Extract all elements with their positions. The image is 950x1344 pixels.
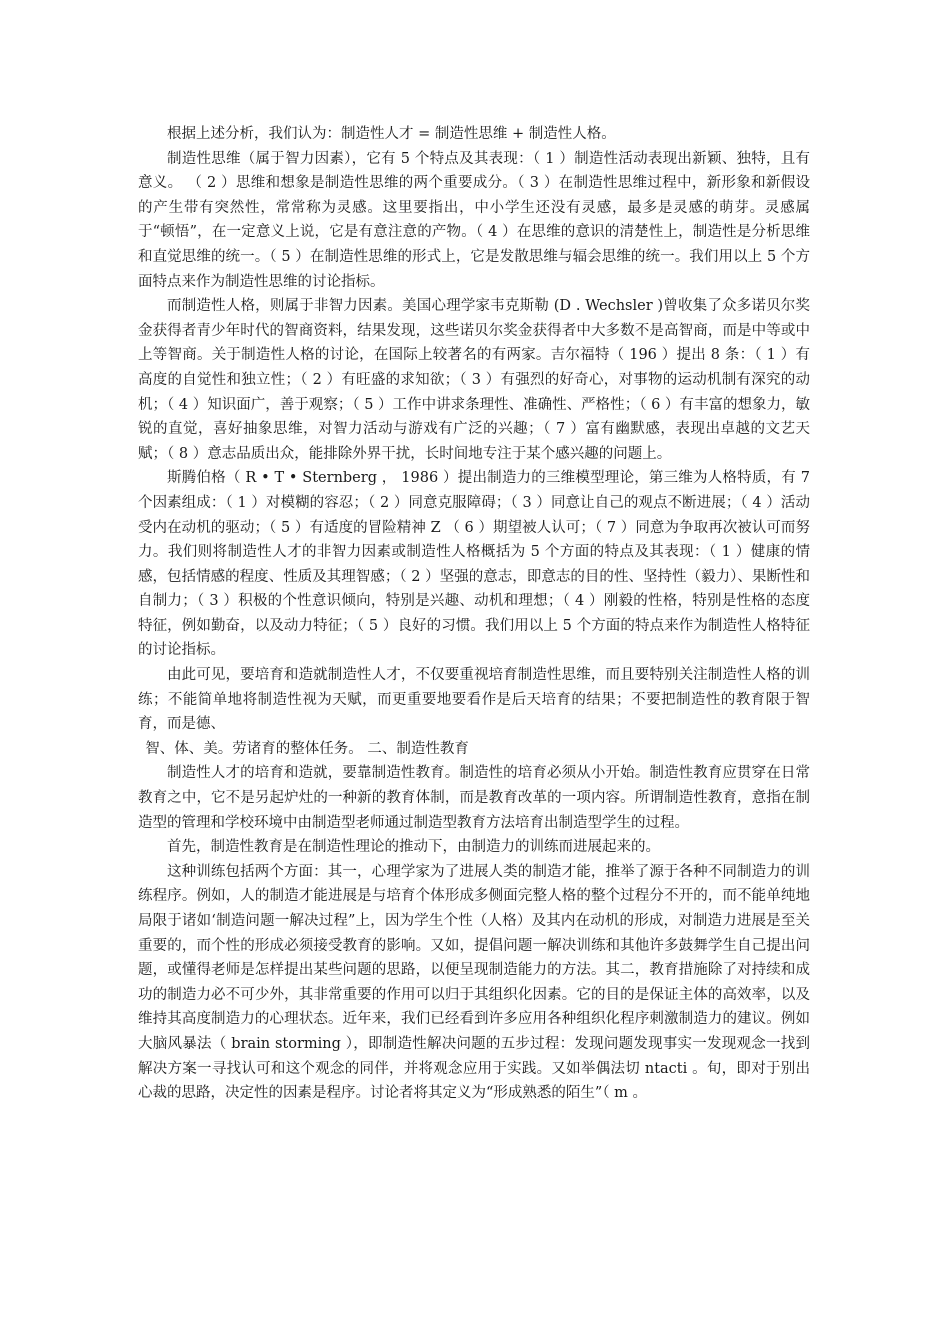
paragraph-creative-education: 制造性人才的培育和造就，要靠制造性教育。制造性的培育必须从小开始。制造性教育应贯穿在日常教育之中，它不是另起炉灶的一种新的教育体制，而是教育改革的一项内容。所谓制造性教育，意指在制造型的管理和学校环境中由制造型老师通过制造型教育方法培育出制造型学生的过程。 [138,765,810,831]
paragraph-creative-personality: 而制造性人格，则属于非智力因素。美国心理学家韦克斯勒 (D . Wechsler )曾收集了众多诺贝尔奖金获得者青少年时代的智商资料，结果发现，这些诺贝尔奖金获得者中大多数不是高智商，而是中等或中上等智商。关于制造性人格的讨论，在国际上较著名的有两家。吉尔福特（ 196 ）提出 8 条：（ 1 ）有高度的自觉性和独立性；（ 2 ）有旺盛的求知欲；（ 3 ）有强烈的好奇心，对事物的运动机制有深究的动机；（ 4 ）知识面广，善于观察；（ 5 ）工作中讲求条理性、准确性、严格性；（ 6 ）有丰富的想象力，敏锐的直觉，喜好抽象思维，对智力活动与游戏有广泛的兴趣；（ 7 ）富有幽默感，表现出卓越的文艺天赋；（ 8 ）意志品质出众，能排除外界干扰，长时间地专注于某个感兴趣的问题上。 [138,298,810,462]
paragraph-training: 这种训练包括两个方面：其一，心理学家为了进展人类的制造才能，推举了源于各种不同制造力的训练程序。例如，人的制造才能进展是与培育个体形成多侧面完整人格的整个过程分不开的，而不能单纯地局限于诸如‘制造问题一解决过程”上，因为学生个性（人格）及其内在动机的形成，对制造力进展是至关重要的，而个性的形成必须接受教育的影响。又如，提倡问题一解决训练和其他许多鼓舞学生自己提出问题，或懂得老师是怎样提出某些问题的思路，以便呈现制造能力的方法。其二，教育措施除了对持续和成功的制造力必不可少外，其非常重要的作用可以归于其组织化因素。它的目的是保证主体的高效率，以及维持其高度制造力的心理状态。近年来，我们已经看到许多应用各种组织化程序刺激制造力的建议。例如大脑风暴法（ brain storming ），即制造性解决问题的五步过程：发现问题发现事实一发现观念一找到解决方案一寻找认可和这个观念的同伴，并将观念应用于实践。又如举偶法切 ntacti 。旬，即对于别出心裁的思路，决定性的因素是程序。讨论者将其定义为“形成熟悉的陌生”（ m 。 [138,863,810,1102]
paragraph-creative-thinking: 制造性思维（属于智力因素），它有 5 个特点及其表现：（ 1 ）制造性活动表现出新颖、独特，且有意义。 （ 2 ）思维和想象是制造性思维的两个重要成分。（ 3 ）在制造性思维过程中，新形象和新假设的产生带有突然性，常常称为灵感。这里要指出，中小学生还没有灵感，最多是灵感的萌芽。灵感属于“顿悟”，在一定意义上说，它是有意注意的产物。（ 4 ）在思维的意识的清楚性上，制造性是分析思维和直觉思维的统一。（ 5 ）在制造性思维的形式上，它是发散思维与辐会思维的统一。我们用以上 5 个方面特点来作为制造性思维的讨论指标。 [138,150,810,290]
paragraph-sternberg: 斯腾伯格（ R • T • Sternberg ， 1986 ）提出制造力的三维模型理论，第三维为人格特质，有 7 个因素组成：（ 1 ）对模糊的容忍；（ 2 ）同意克服障碍；（ 3 ）同意让自己的观点不断进展；（ 4 ）活动受内在动机的驱动；（ 5 ）有适度的冒险精神 Z （ 6 ）期望被人认可；（ 7 ）同意为争取再次被认可而努力。我们则将制造性人才的非智力因素或制造性人格概括为 5 个方面的特点及其表现：（ 1 ）健康的情感，包括情感的程度、性质及其理智感；（ 2 ）坚强的意志，即意志的目的性、坚持性（毅力）、果断性和自制力；（ 3 ）积极的个性意识倾向，特别是兴趣、动机和理想；（ 4 ）刚毅的性格，特别是性格的态度特征，例如勤奋，以及动力特征；（ 5 ）良好的习惯。我们用以上 5 个方面的特点来作为制造性人格特征的讨论指标。 [138,470,810,659]
paragraph-summary: 根据上述分析，我们认为：制造性人才 = 制造性思维 + 制造性人格。 [167,126,616,142]
paragraph-section-heading: 智、体、美。劳诸育的整体任务。 二、制造性教育 [145,740,469,757]
document-body [138,122,810,1106]
paragraph-conclusion: 由此可见，要培育和造就制造性人才，不仅要重视培育制造性思维，而且要特别关注制造性人格的训练；不能简单地将制造性视为天赋，而更重要地要看作是后天培育的结果；不要把制造性的教育限于智育，而是德、 [138,667,810,733]
paragraph-first: 首先，制造性教育是在制造性理论的推动下，由制造力的训练而进展起来的。 [167,839,660,856]
